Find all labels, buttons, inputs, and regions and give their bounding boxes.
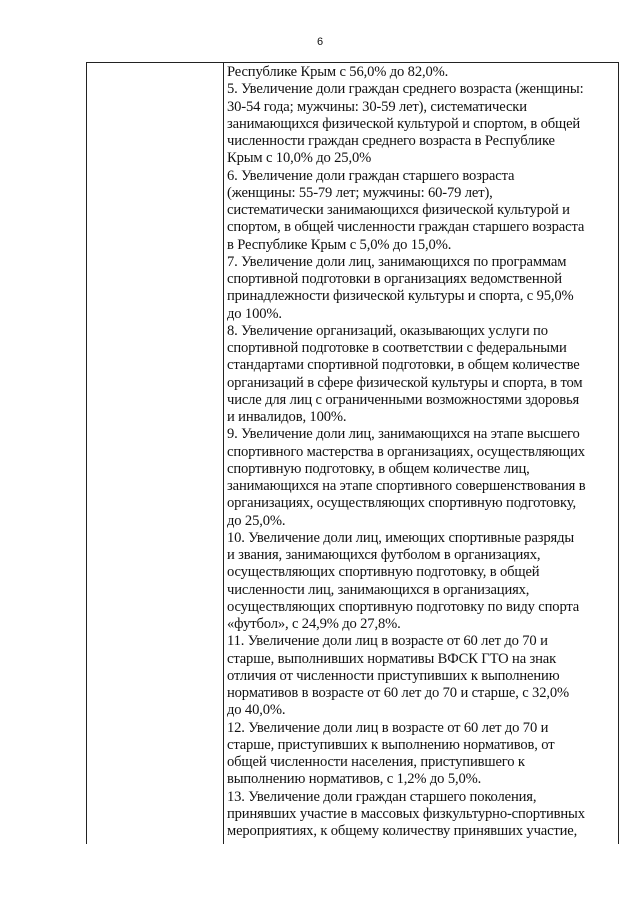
text-line: 7. Увеличение доли лиц, занимающихся по программам: [227, 253, 567, 270]
text-line: численности лиц, занимающихся в организациях,: [227, 581, 530, 598]
text-line: численности граждан среднего возраста в Республике: [227, 133, 555, 149]
text-line: 13. Увеличение доли граждан старшего поколения,: [227, 788, 537, 805]
text-line: «футбол», с 24,9% до 27,8%.: [227, 616, 401, 632]
text-line: 11. Увеличение доли лиц в возрасте от 60 лет до 70 и: [227, 633, 548, 650]
text-line: занимающихся на этапе спортивного совершенствования в: [227, 478, 586, 494]
text-line: 6. Увеличение доли граждан старшего возраста: [227, 167, 515, 184]
text-line: до 25,0%.: [227, 512, 286, 529]
text-line: спортивную подготовку, в общем количестве лиц,: [227, 460, 530, 477]
text-line: Республике Крым с 56,0% до 82,0%.: [227, 64, 449, 80]
text-line: и звания, занимающихся футболом в организациях,: [227, 547, 541, 563]
text-line: осуществляющих спортивную подготовку, в общей: [227, 564, 540, 581]
text-line: организациях, осуществляющих спортивную подготовку,: [227, 495, 576, 512]
text-line: выполнению нормативов, с 1,2% до 5,0%.: [227, 771, 482, 788]
text-line: спортивной подготовке в соответствии с федеральными: [227, 340, 567, 356]
text-line: общей численности населения, приступившего к: [227, 754, 525, 770]
text-line: старше, приступивших к выполнению нормативов, от: [227, 736, 555, 753]
text-line: 9. Увеличение доли лиц, занимающихся на этапе высшего: [227, 426, 580, 443]
text-line: принадлежности физической культуры и спорта, с 95,0%: [227, 288, 574, 305]
table-cell-text: [227, 64, 615, 840]
text-line: 30-54 года; мужчины: 30-59 лет), систематически: [227, 98, 527, 115]
text-line: осуществляющих спортивную подготовку по виду спорта: [227, 598, 580, 615]
text-line: (женщины: 55-79 лет; мужчины: 60-79 лет),: [227, 184, 493, 201]
text-line: и инвалидов, 100%.: [227, 409, 347, 425]
text-line: спортивного мастерства в организациях, осуществляющих: [227, 443, 585, 460]
text-line: нормативов в возрасте от 60 лет до 70 и старше, с 32,0%: [227, 685, 569, 701]
text-line: до 100%.: [227, 305, 282, 322]
text-line: Крым с 10,0% до 25,0%: [227, 150, 372, 167]
text-line: 12. Увеличение доли лиц в возрасте от 60 лет до 70 и: [227, 719, 549, 736]
text-line: 10. Увеличение доли лиц, имеющих спортивные разряды: [227, 529, 575, 546]
text-line: спортивной подготовки в организациях ведомственной: [227, 271, 562, 287]
text-line: стандартами спортивной подготовки, в общем количестве: [227, 357, 580, 374]
text-line: систематически занимающихся физической культурой и: [227, 202, 570, 218]
column-divider: [223, 63, 224, 844]
text-line: 8. Увеличение организаций, оказывающих услуги по: [227, 322, 548, 339]
text-line: старше, выполнивших нормативы ВФСК ГТО на знак: [227, 650, 557, 667]
text-line: спортом, в общей численности граждан старшего возраста: [227, 219, 585, 236]
text-line: отличия от численности приступивших к выполнению: [227, 667, 560, 684]
text-line: мероприятиях, к общему количеству принявших участие,: [227, 823, 578, 839]
text-line: в Республике Крым с 5,0% до 15,0%.: [227, 236, 452, 253]
text-line: организаций в сфере физической культуры и спорта, в том: [227, 374, 583, 391]
text-line: 5. Увеличение доли граждан среднего возраста (женщины:: [227, 81, 584, 98]
text-line: принявших участие в массовых физкультурно-спортивных: [227, 805, 585, 822]
text-line: занимающихся физической культурой и спортом, в общей: [227, 115, 581, 132]
text-line: числе для лиц с ограниченными возможностями здоровья: [227, 391, 580, 408]
text-line: до 40,0%.: [227, 702, 286, 719]
page-number: 6: [316, 36, 324, 48]
